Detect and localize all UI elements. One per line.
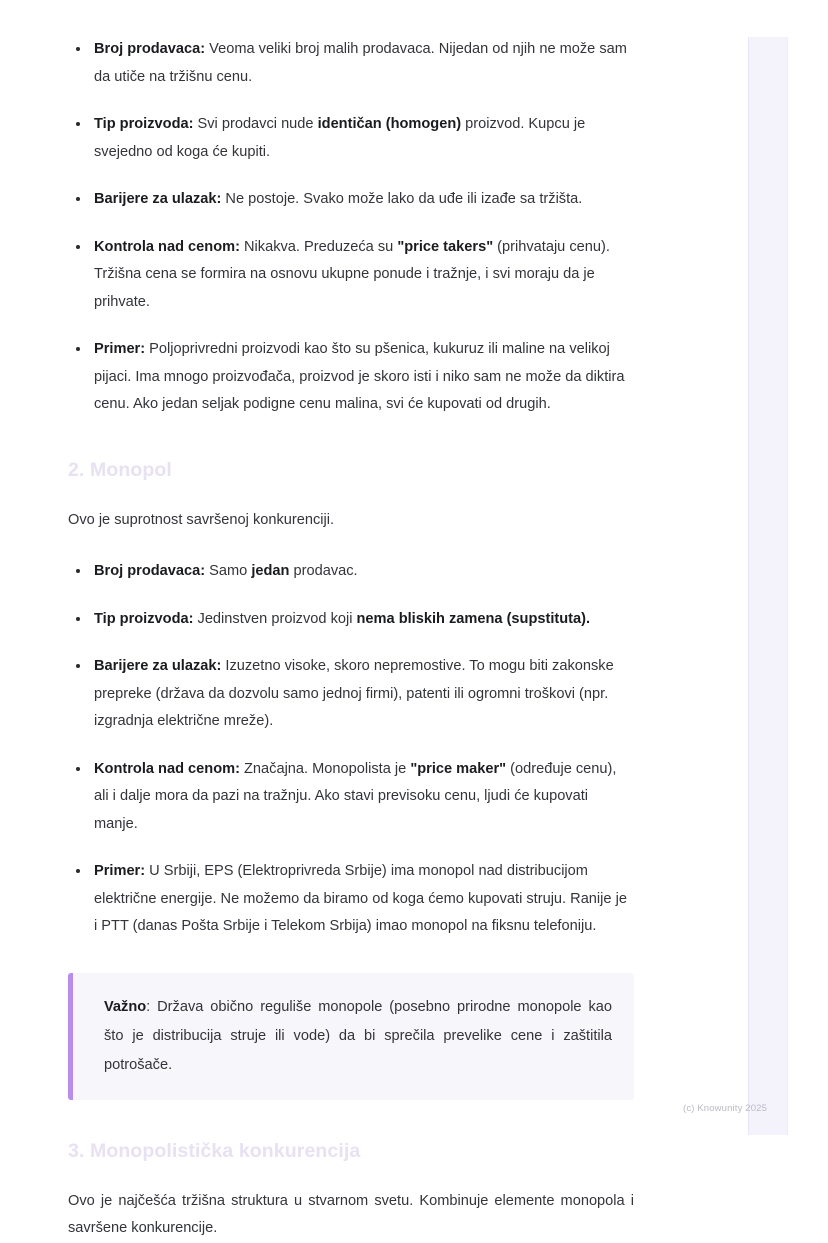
list-item-text: U Srbiji, EPS (Elektroprivreda Srbije) ima monopol nad distribucijom električne energije. Ne možemo da biramo od koga ćemo kupovati struju. Ranije je i PTT (danas Pošta Srbije i Telekom Srbija) imao monopol na fiksnu telefoniju. — [94, 863, 627, 934]
list-item-label: Barijere za ulazak: — [94, 658, 222, 674]
list-item-text: Jedinstven proizvod koji — [193, 610, 357, 627]
monopolistic-competition-intro-paragraph: Ovo je najčešća tržišna struktura u stvarnom svetu. Kombinuje elemente monopola i savršene konkurencije. — [68, 1192, 634, 1236]
monopoly-bullet-list — [68, 558, 634, 941]
perfect-competition-bullet-list — [68, 36, 634, 419]
bullet-dot-icon — [76, 617, 80, 621]
list-item — [68, 858, 634, 941]
list-item-label: Primer: — [94, 341, 146, 357]
list-item-label: Barijere za ulazak: — [94, 191, 222, 207]
list-item-text: Nikakva. Preduzeća su — [239, 238, 398, 255]
bullet-dot-icon — [76, 47, 80, 51]
bullet-dot-icon — [76, 347, 80, 351]
monopoly-intro-paragraph: Ovo je suprotnost savršenoj konkurenciji. — [68, 511, 335, 528]
list-item-emphasis: nema bliskih zamena (supstituta) — [356, 610, 587, 627]
list-item — [68, 606, 634, 634]
list-item-text: Izuzetno visoke, skoro nepremostive. To mogu biti zakonske prepreke (država da dozvolu samo jednoj firmi), patenti ili ogromni troškovi (npr. izgradnja električne mreže). — [94, 658, 614, 729]
list-item-text-tail: proizvod. Kupcu je svejedno od koga će kupiti. — [94, 116, 586, 160]
list-item — [68, 756, 634, 839]
bullet-dot-icon — [76, 122, 80, 126]
copyright-watermark: (c) Knowunity 2025 — [683, 1103, 768, 1114]
list-item-emphasis: jedan — [251, 563, 290, 579]
list-item — [68, 234, 634, 317]
list-item-text: Ne postoje. Svako može lako da uđe ili izađe sa tržišta. — [221, 191, 583, 207]
document-content — [68, 36, 634, 1243]
important-callout — [68, 973, 634, 1100]
section-title-monopolistic-competition: 3. Monopolistička konkurencija — [68, 1139, 361, 1162]
list-item-label: Primer: — [94, 863, 146, 879]
callout-label: Važno — [104, 998, 147, 1015]
list-item-text: Značajna. Monopolista je — [239, 760, 411, 777]
list-item-text-tail: (prihvataju cenu). Tržišna cena se formira na osnovu ukupne ponude i tražnje, i svi moraju da je prihvate. — [94, 238, 610, 310]
bullet-dot-icon — [76, 664, 80, 668]
bullet-dot-icon — [76, 197, 80, 201]
list-item-text: Samo — [205, 563, 252, 579]
list-item-label: Kontrola nad cenom: — [94, 238, 240, 255]
bullet-dot-icon — [76, 569, 80, 573]
list-item-label: Tip proizvoda: — [94, 116, 194, 132]
list-item-text: Veoma veliki broj malih prodavaca. Nijedan od njih ne može sam da utiče na tržišnu cenu. — [94, 41, 627, 85]
list-item-emphasis: "price maker" — [410, 760, 507, 777]
list-item-text-tail: (određuje cenu), ali i dalje mora da pazi na tražnju. Ako stavi previsoku cenu, ljudi će kupovati manje. — [94, 760, 617, 832]
list-item-label: Broj prodavaca: — [94, 41, 206, 57]
list-item-text: Svi prodavci nude — [193, 116, 318, 132]
list-item-text: Poljoprivredni proizvodi kao što su pšenica, kukuruz ili maline na velikoj pijaci. Ima mnogo proizvođača, proizvod je skoro isti i niko sam ne može da diktira cenu. Ako jedan seljak podigne cenu malina, svi će kupovati od drugih. — [94, 341, 625, 412]
list-item-emphasis: identičan (homogen) — [317, 116, 462, 132]
list-item — [68, 558, 634, 586]
list-item — [68, 186, 634, 214]
list-item-label: Broj prodavaca: — [94, 563, 206, 579]
callout-text: : Država obično reguliše monopole (posebno prirodne monopole kao što je distribucija struje ili vode) da bi sprečila prevelike cene i zaštitila potrošače. — [104, 998, 612, 1073]
section-title-monopoly: 2. Monopol — [68, 458, 172, 481]
list-item-label: Kontrola nad cenom: — [94, 760, 240, 777]
list-item — [68, 36, 634, 91]
list-item-text-tail: prodavac. — [289, 563, 358, 579]
list-item-emphasis: "price takers" — [397, 238, 494, 255]
list-item-text-tail: . — [586, 610, 591, 627]
bullet-dot-icon — [76, 245, 80, 249]
bullet-dot-icon — [76, 767, 80, 771]
list-item — [68, 653, 634, 736]
list-item-label: Tip proizvoda: — [94, 610, 194, 627]
bullet-dot-icon — [76, 869, 80, 873]
page-side-strip — [748, 37, 788, 1135]
list-item — [68, 111, 634, 166]
list-item — [68, 336, 634, 419]
